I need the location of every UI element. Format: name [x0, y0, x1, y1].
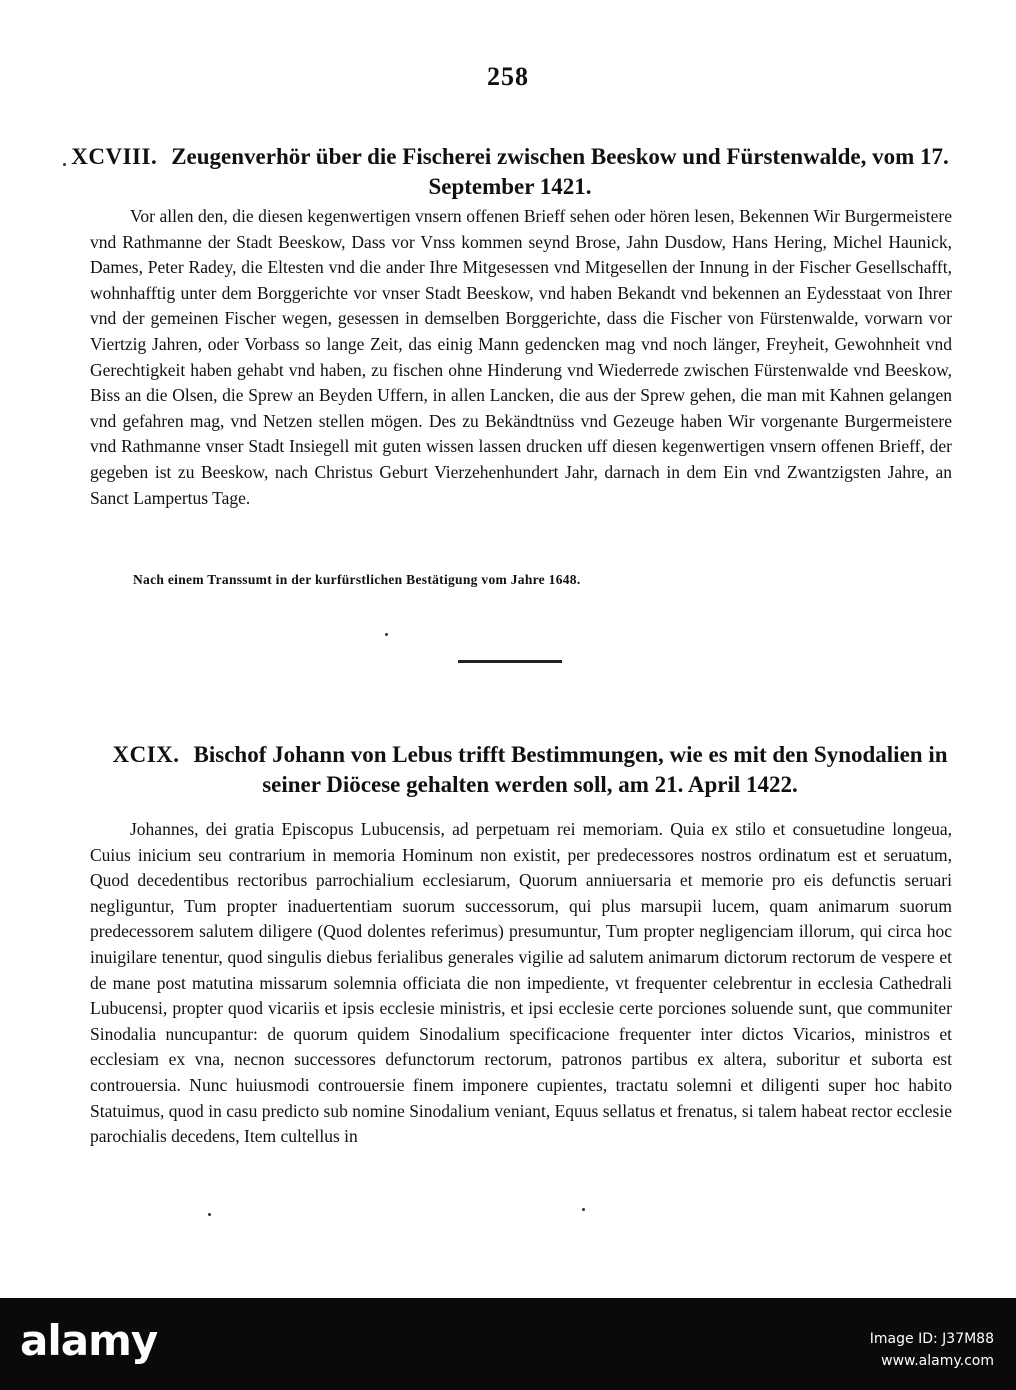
image-id: Image ID: J37M88	[869, 1331, 994, 1347]
stock-watermark-banner	[0, 1298, 1016, 1390]
print-speck	[582, 1208, 585, 1211]
section-divider	[458, 660, 562, 663]
banner-meta	[870, 1328, 994, 1372]
section-heading-xcviii	[60, 142, 960, 202]
section-number: XCVIII.	[71, 144, 158, 169]
section-number: XCIX.	[112, 742, 180, 767]
section-body-xcviii: Vor allen den, die diesen kegenwertigen vnsern offenen Brieff sehen oder hören lesen, Bekennen Wir Burgermeistere vnd Rathmanne der Stadt Beeskow, Dass vor Vnss kommen seynd Brose, Jahn Dusdow, Hans Hering, Michel Haunick, Dames, Peter Radey, die Eltesten vnd die ander Ihre Mitgesessen vnd Mitgesellen der Innung in der Fischer Gesellschafft, wohnhafftig unter dem Borggerichte vor vnser Stadt Beeskow, vnd haben Bekandt vnd bekennen an Eydesstaat von Ihrer vnd der gemeinen Fischer wegen, gesessen in demselben Borggerichte, dass die Fischer von Fürstenwalde, vorwarn vor Viertzig Jahren, oder Vorbass so lange Zeit, das einig Mann gedencken mag vnd noch länger, Freyheit, Gewohnheit vnd Gerechtigkeit haben gehabt vnd haben, zu fischen ohne Hinderung vnd Wiederrede zwischen Fürstenwalde vnd Beeskow, Biss an die Olsen, die Sprew an Beyden Uffern, in allen Lancken, die aus der Sprew gehen, die man mit Kahnen gelangen vnd gefahren mag, vnd Netzen stellen mögen. Des zu Bekändtnüss vnd Gezeuge haben Wir vorgenante Burgermeistere vnd Rathmanne vnser Stadt Insiegell mit guten wissen lassen drucken uff diesen kegenwertigen vnsern offenen Brieff, der gegeben ist zu Beeskow, nach Christus Geburt Vierzehenhundert Jahr, darnach in dem Ein vnd Zwantzigsten Jahre, an Sanct Lampertus Tage.	[90, 206, 952, 508]
source-note: Nach einem Transsumt in der kurfürstlichen Bestätigung vom Jahre 1648.	[133, 572, 581, 587]
section-heading-xcix	[100, 740, 960, 800]
print-speck	[208, 1213, 211, 1216]
print-speck	[63, 163, 66, 166]
section-title: Zeugenverhör über die Fischerei zwischen Beeskow und Fürstenwalde, vom 17. September 1421.	[171, 144, 949, 199]
page-number: 258	[487, 62, 529, 91]
site-url: www.alamy.com	[881, 1353, 994, 1369]
section-body-xcix: Johannes, dei gratia Episcopus Lubucensis, ad perpetuam rei memoriam. Quia ex stilo et consuetudine longeua, Cuius inicium seu contrarium in memoria Hominum non existit, per predecessores nostros ordinatum est et seruatum, Quod decedentibus rectoribus parrochialium ecclesiarum, Quorum anniuersaria et memorie pro eis defunctis seruari negliguntur, Tum propter inaduertentiam suorum successorum, qui plus marsupii lucem, quam animarum suorum predecessorem salutem diligere (Quod dolentes referimus) presumuntur, Tum propter negligenciam illorum, qui circa hoc inuigilare tenentur, quod singulis diebus ferialibus generales vigilie ad salutem animarum dictorum rectorum de vespere et de mane post matutina missarum solemnia officiata die non impediente, vt frequenter celebrentur in ecclesia Cathedrali Lubucensi, propter quod vicariis et ipsis ecclesie ministris, et ipsi ecclesie certe porciones soluende sunt, que communiter Sinodalia nuncupantur: de quorum quidem Sinodalium specificacione frequenter inter dictos Vicarios, ministros et ecclesiam ex vna, necnon successores defunctorum rectorum, patronos partibus ex altera, suboritur et suborta est controuersia. Nunc huiusmodi controuersie finem imponere cupientes, tractatu solemni et diligenti super hoc habito Statuimus, quod in casu predicto sub nomine Sinodalium veniant, Equus sellatus et frenatus, si talem habeat rector ecclesie parochialis decedens, Item cultellus in	[90, 819, 952, 1147]
print-speck	[385, 633, 388, 636]
section-title: Bischof Johann von Lebus trifft Bestimmungen, wie es mit den Synodalien in seiner Diöcese gehalten werden soll, am 21. April 1422.	[193, 742, 948, 797]
alamy-logo: alamy	[20, 1316, 158, 1365]
